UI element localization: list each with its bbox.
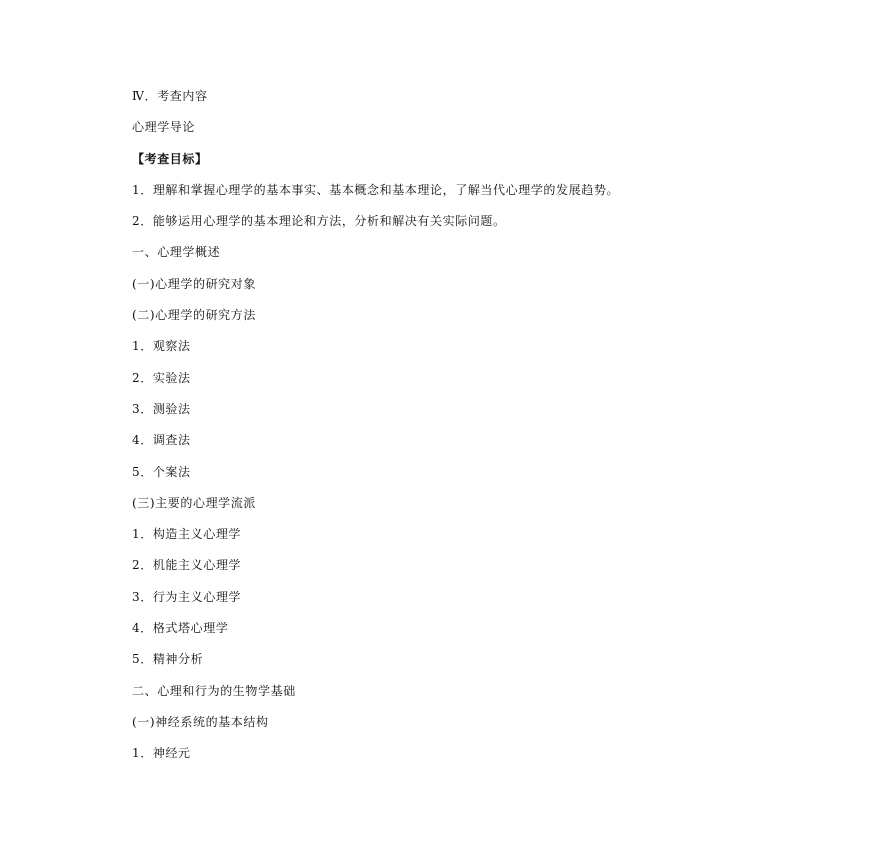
section-heading: Ⅳ．考查内容 — [132, 89, 208, 103]
list-item: 1．观察法 — [132, 339, 191, 354]
subsection-heading: (二)心理学的研究方法 — [132, 308, 256, 323]
list-item: 3．行为主义心理学 — [132, 589, 242, 604]
list-item: 5．个案法 — [132, 464, 191, 479]
subject-title: 心理学导论 — [132, 120, 196, 135]
list-item: 2．实验法 — [132, 370, 191, 385]
objective-item: 1．理解和掌握心理学的基本事实、基本概念和基本理论，了解当代心理学的发展趋势。 — [132, 182, 620, 197]
chapter-heading: 二、心理和行为的生物学基础 — [132, 683, 296, 698]
list-item: 1．神经元 — [132, 746, 191, 761]
list-item: 5．精神分析 — [132, 652, 204, 667]
list-item: 1．构造主义心理学 — [132, 527, 242, 542]
subsection-heading: (一)心理学的研究对象 — [132, 276, 256, 291]
list-item: 3．测验法 — [132, 401, 191, 416]
list-item: 4．调查法 — [132, 433, 191, 448]
document-body — [132, 86, 752, 775]
subsection-heading: (一)神经系统的基本结构 — [132, 714, 269, 729]
list-item: 2．机能主义心理学 — [132, 558, 242, 573]
chapter-heading: 一、心理学概述 — [132, 245, 221, 260]
objective-item: 2．能够运用心理学的基本理论和方法，分析和解决有关实际问题。 — [132, 214, 506, 229]
list-item: 4．格式塔心理学 — [132, 621, 229, 636]
objectives-heading: 【考查目标】 — [132, 151, 208, 166]
subsection-heading: (三)主要的心理学流派 — [132, 495, 256, 510]
